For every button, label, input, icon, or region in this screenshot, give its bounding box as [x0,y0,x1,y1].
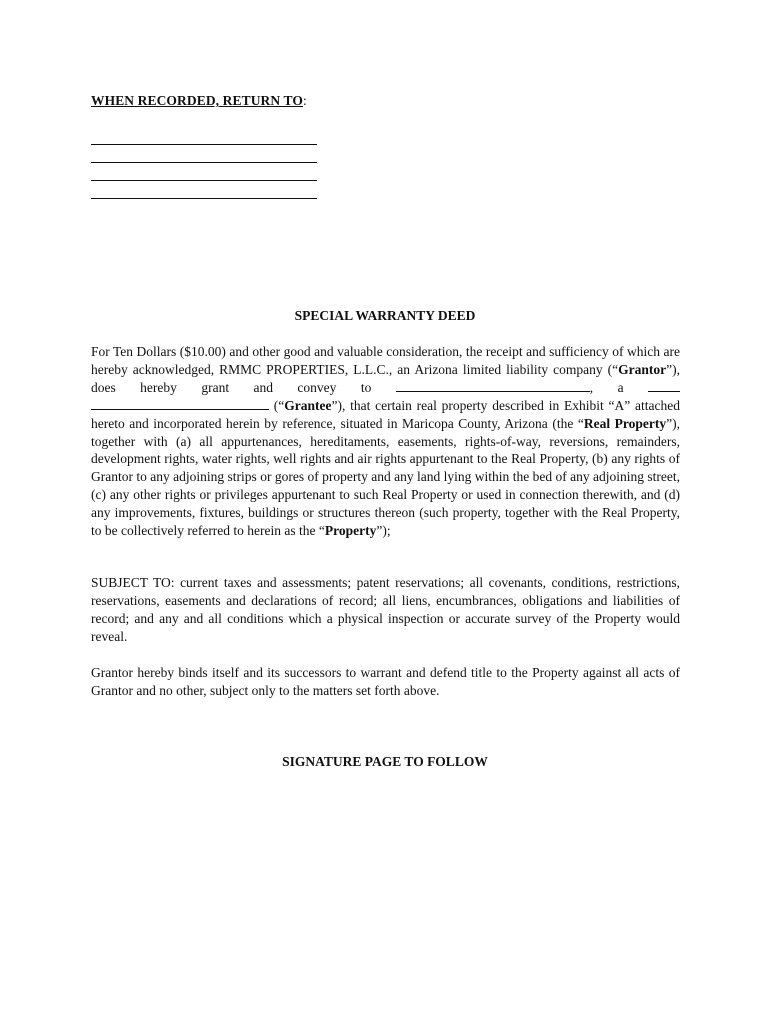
return-address-line-1[interactable] [91,144,317,145]
subject-to-paragraph: SUBJECT TO: current taxes and assessments; patent reservations; all covenants, conditions, restrictions, reservations, easements and declarations of record; all liens, encumbrances, obligations and liabilities of record; and any and all conditions which a physical inspection or accurate survey of the Property would reveal. [91,575,680,644]
document-title: SPECIAL WARRANTY DEED [294,308,476,323]
return-to-colon: : [302,93,307,108]
grantee-name-blank[interactable] [396,379,590,392]
return-address-line-3[interactable] [91,180,317,181]
conveyance-text-2: ”), does hereby grant and convey to [91,361,680,395]
return-address-line-2[interactable] [91,162,317,163]
conveyance-text-1: For Ten Dollars ($10.00) and other good and valuable consideration, the receipt and sufficiency of which are hereby acknowledged, RMMC PROPERTIES, L.L.C., an Arizona limited liability company (“ [91,344,680,377]
grantee-entity-type-blank-2[interactable] [91,397,269,410]
return-to-label: WHEN RECORDED, RETURN TO [91,93,303,108]
conveyance-text-6: ”), together with (a) all appurtenances, hereditaments, easements, rights-of-way, reversions, remainders, development rights, water rights, well rights and air rights appurtenant to the Real Property, (b) any rights of Grantor to any adjoining strips or gores of property and any land lying within the bed of any adjoining street, (c) any other rights or privileges appurtenant to such Real Property or used in connection therewith, and (d) any improvements, fixtures, buildings or structures thereon (such property, together with the Real Property, to be collectively referred to herein as the “ [91,415,680,539]
grantor-term: Grantor [618,361,667,377]
grantee-term: Grantee [284,397,332,413]
return-address-line-4[interactable] [91,198,317,199]
property-term: Property [324,523,377,539]
return-to-heading [91,93,307,109]
warranty-paragraph: Grantor hereby binds itself and its successors to warrant and defend title to the Property against all acts of Grantor and no other, subject only to the matters set forth above. [91,665,680,698]
grantee-entity-type-blank-1[interactable] [648,379,680,392]
signature-page-heading: SIGNATURE PAGE TO FOLLOW [282,754,488,769]
conveyance-paragraph [91,343,680,540]
conveyance-text-4: (“ [269,397,285,413]
conveyance-text-7: ”); [376,523,391,539]
real-property-term: Real Property [583,415,667,431]
conveyance-text-5: ”), that certain real property described in Exhibit “A” attached hereto and incorporated herein by reference, situated in Maricopa County, Arizona (the “ [91,397,680,431]
conveyance-text-3: , a [589,379,648,395]
